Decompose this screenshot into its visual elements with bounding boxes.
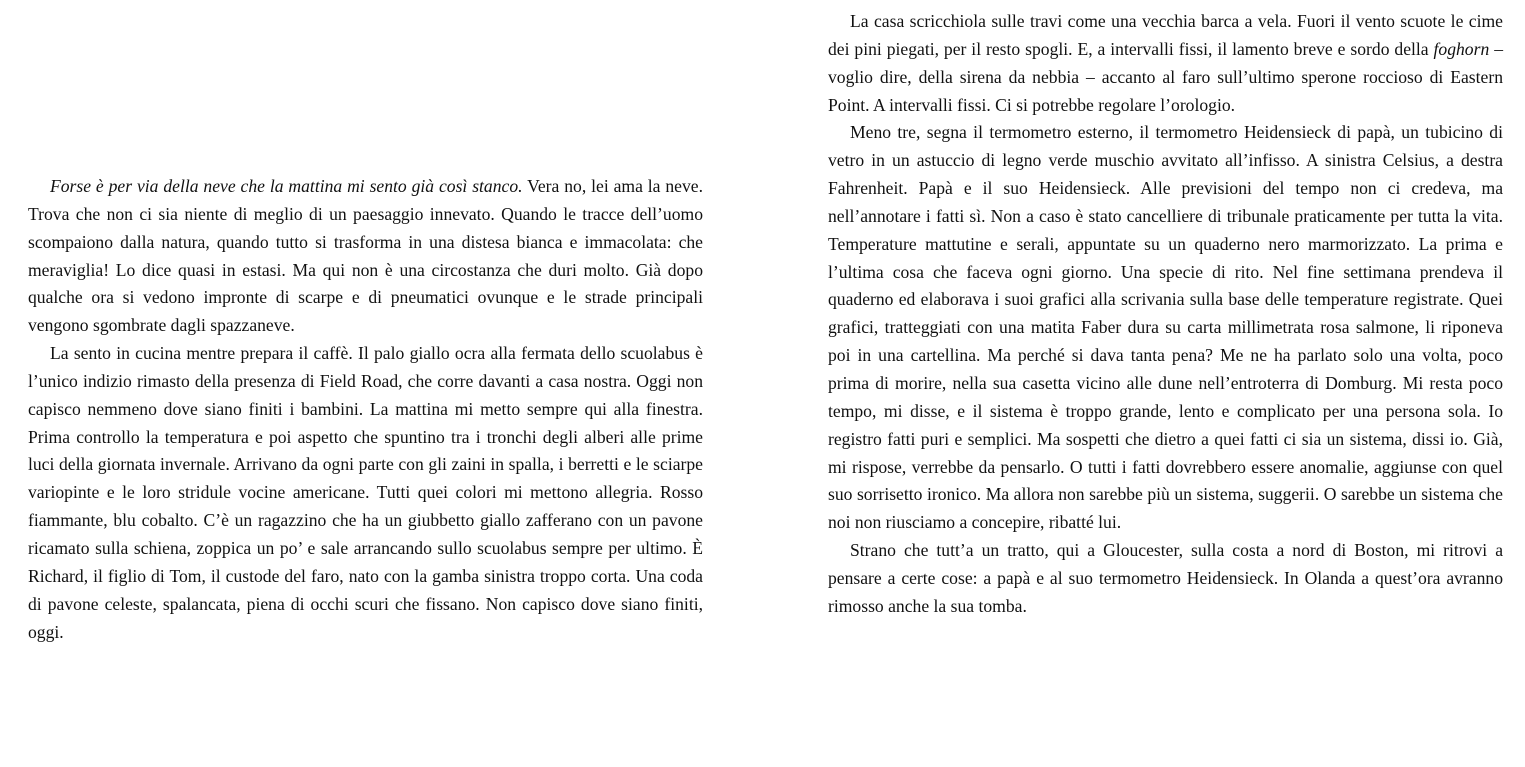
paragraph-text: Vera no, lei ama la neve. Trova che non ci sia niente di meglio di un paesaggio innevato. Quando le tracce dell’uomo scompaiono dalla natura, quando tutto si trasforma in una distesa bianca e immacolata: che meraviglia! Lo dice quasi in estasi. Ma qui non è una circostanza che duri molto. Già dopo qualche ora si vedono impronte di scarpe e di pneumatici ovunque e le strade principali vengono sgombrate dagli spazzaneve. — [28, 176, 703, 336]
italic-opening: Forse è per via della neve che la mattina mi sento già così stanco. — [50, 176, 523, 196]
paragraph — [828, 8, 1503, 119]
paragraph: Meno tre, segna il termometro esterno, il termometro Heidensieck di papà, un tubicino di vetro in un astuccio di legno verde muschio avvitato all’infisso. A sinistra Celsius, a destra Fahrenheit. Papà e il suo Heidensieck. Alle previsioni del tempo non ci credeva, ma nell’annotare i fatti sì. Non a caso è stato cancelliere di tribunale praticamente per tutta la vita. Temperature mattutine e serali, appuntate su un quaderno nero marmorizzato. La prima e l’ultima cosa che faceva ogni giorno. Una specie di rito. Nel fine settimana prendeva il quaderno ed elaborava i suoi grafici alla scrivania sulla base delle temperature registrate. Quei grafici, tratteggiati con una matita Faber dura su carta millimetrata rosa salmone, li riponeva poi in una cartellina. Ma perché si dava tanta pena? Me ne ha parlato solo una volta, poco prima di morire, nella sua casetta vicino alle dune nell’entroterra di Domburg. Mi resta poco tempo, mi disse, e il sistema è troppo grande, lento e complicato per una persona sola. Io registro fatti puri e semplici. Ma sospetti che dietro a quei fatti ci sia un sistema, dissi io. Già, mi rispose, verrebbe da pensarlo. O tutti i fatti dovrebbero essere anomalie, aggiunse con quel suo sorrisetto ironico. Ma allora non sarebbe più un sistema, suggerii. O sarebbe un sistema che noi non riusciamo a concepire, ribatté lui. — [828, 122, 1503, 533]
right-page — [828, 8, 1503, 621]
italic-word: foghorn — [1433, 38, 1490, 59]
paragraph: La sento in cucina mentre prepara il caffè. Il palo giallo ocra alla fermata dello scuolabus è l’unico indizio rimasto della presenza di Field Road, che corre davanti a casa nostra. Oggi non capisco nemmeno dove siano finiti i bambini. La mattina mi metto sempre qui alla finestra. Prima controllo la temperatura e poi aspetto che spuntino tra i tronchi degli alberi alle prime luci della giornata invernale. Arrivano da ogni parte con gli zaini in spalla, i berretti e le sciarpe variopinte e le loro stridule vocine americane. Tutti quei colori mi mettono allegria. Rosso fiammante, blu cobalto. C’è un ragazzino che ha un giubbetto giallo zafferano con un pavone ricamato sulla schiena, zoppica un po’ e sale arrancando sullo scuolabus sempre per ultimo. È Richard, il figlio di Tom, il custode del faro, nato con la gamba sinistra troppo corta. Una coda di pavone celeste, spalancata, piena di occhi scuri che fissano. Non capisco dove siano finiti, oggi. — [28, 343, 703, 642]
paragraph-text: La casa scricchiola sulle travi come una vecchia barca a vela. Fuori il vento scuote le cime dei pini piegati, per il resto spogli. E, a intervalli fissi, il lamento breve e sordo della — [828, 11, 1503, 59]
paragraph — [28, 173, 703, 340]
paragraph-text: – voglio dire, della sirena da nebbia – accanto al faro sull’ultimo sperone roccioso di Eastern Point. A intervalli fissi. Ci si potrebbe regolare l’orologio. — [828, 38, 1503, 115]
left-page — [28, 173, 703, 646]
paragraph: Strano che tutt’a un tratto, qui a Gloucester, sulla costa a nord di Boston, mi ritrovi a pensare a certe cose: a papà e al suo termometro Heidensieck. In Olanda a quest’ora avranno rimosso anche la sua tomba. — [828, 540, 1503, 616]
